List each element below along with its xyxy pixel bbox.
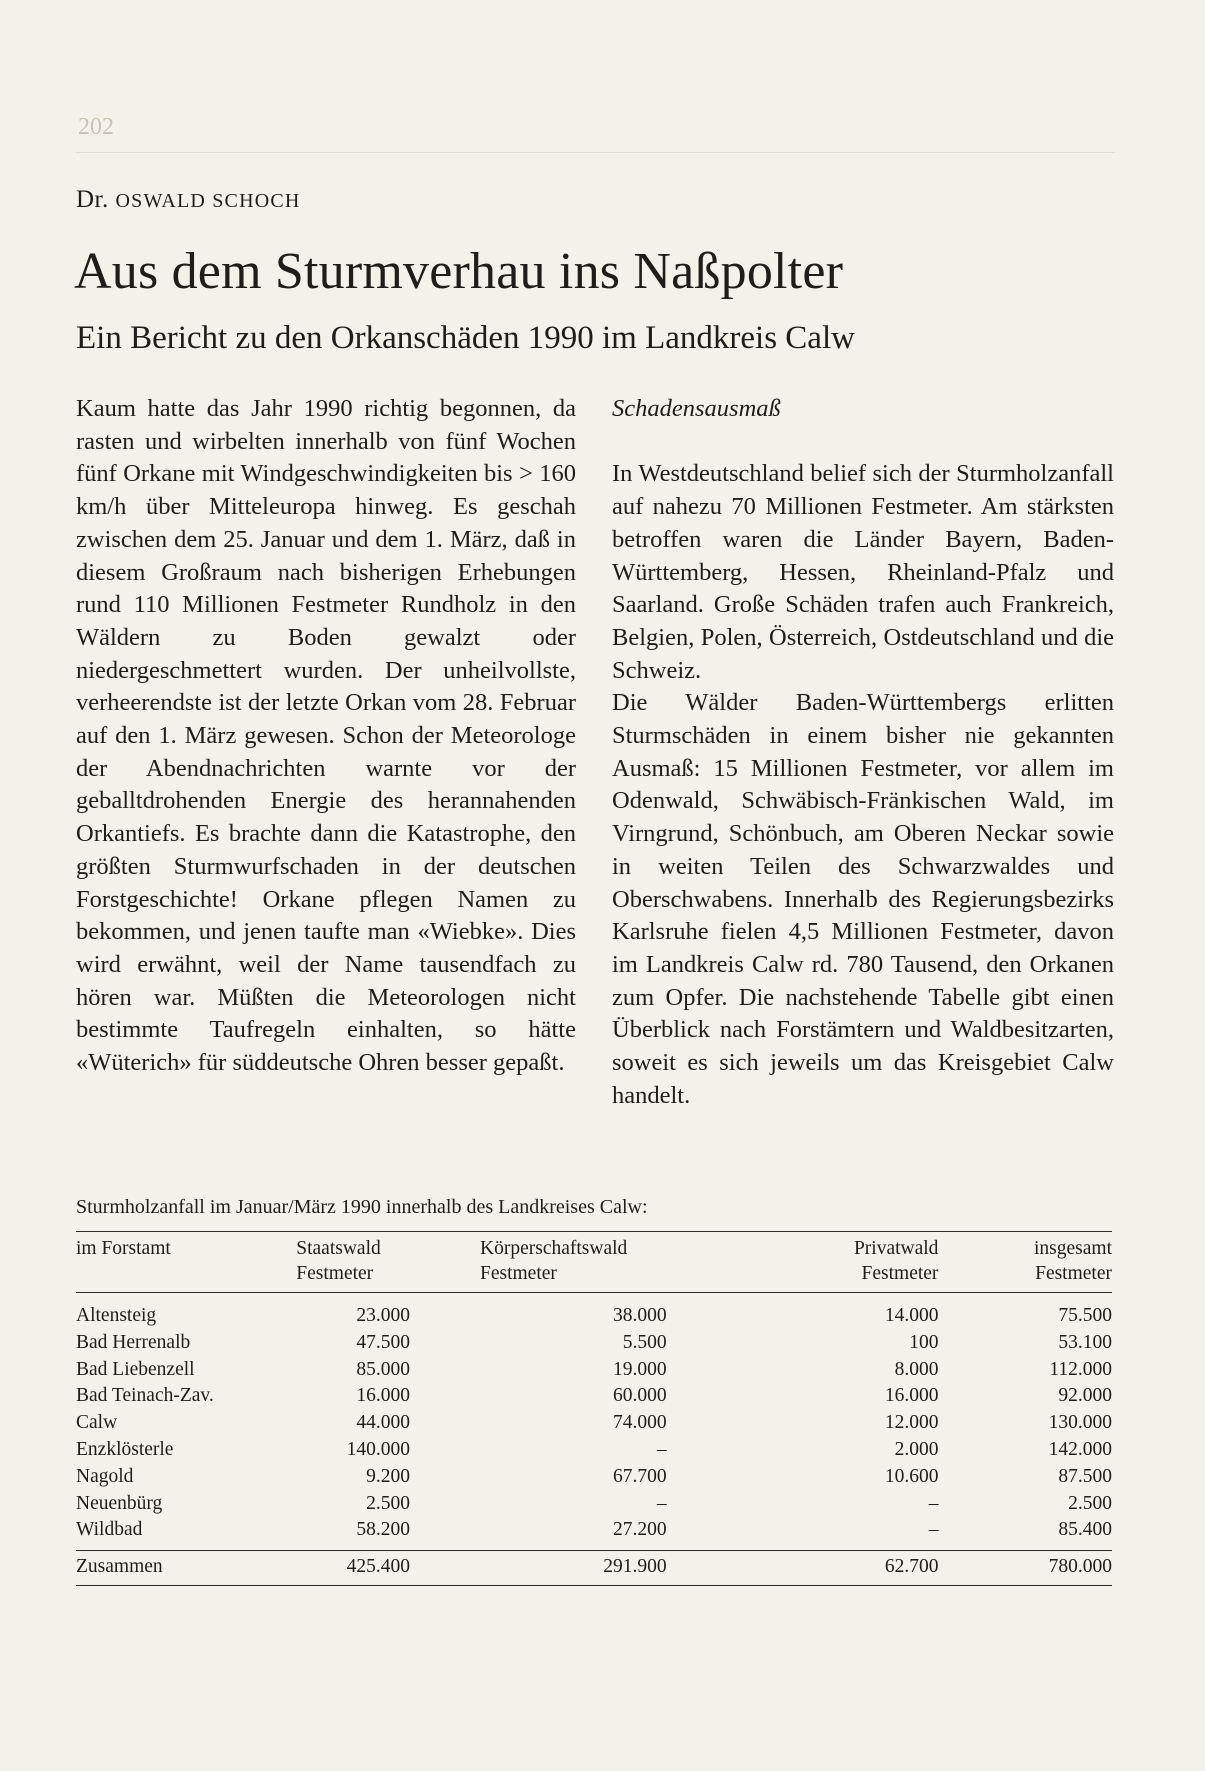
cell-staatswald: 2.500: [366, 1492, 410, 1514]
cell-koerperschaftswald: 60.000: [612, 1385, 667, 1407]
cell-forstamt: Altensteig: [76, 1305, 157, 1326]
storm-damage-table: [76, 1231, 1112, 1586]
table-row: [76, 1357, 1112, 1384]
cell-forstamt: Calw: [76, 1412, 118, 1434]
author-name: OSWALD SCHOCH: [115, 190, 301, 212]
cell-staatswald: 85.000: [356, 1358, 410, 1380]
header-privatwald: Privatwald Festmeter: [853, 1238, 939, 1284]
page-number: 202: [78, 114, 114, 140]
table-row: [76, 1437, 1112, 1464]
cell-koerperschaftswald: 27.200: [612, 1519, 667, 1541]
cell-privatwald: 100: [909, 1331, 939, 1353]
cell-koerperschaftswald: –: [656, 1438, 667, 1460]
cell-privatwald: 10.600: [884, 1465, 939, 1487]
cell-insgesamt: 142.000: [1048, 1438, 1112, 1460]
cell-staatswald: 140.000: [346, 1438, 410, 1460]
cell-staatswald: 9.200: [366, 1465, 410, 1487]
cell-insgesamt: 92.000: [1058, 1385, 1112, 1407]
cell-staatswald: 16.000: [356, 1385, 410, 1407]
total-insgesamt: 780.000: [1048, 1556, 1112, 1578]
author-prefix: Dr.: [76, 186, 116, 213]
total-privatwald: 62.700: [884, 1556, 939, 1578]
cell-privatwald: 16.000: [884, 1385, 939, 1407]
cell-koerperschaftswald: 74.000: [612, 1412, 667, 1434]
cell-koerperschaftswald: 38.000: [612, 1305, 667, 1326]
header-staatswald: Staatswald Festmeter: [296, 1238, 381, 1284]
cell-staatswald: 47.500: [356, 1331, 410, 1353]
section-heading: Schadensausmaß: [612, 395, 781, 422]
cell-insgesamt: 130.000: [1048, 1412, 1112, 1434]
table-caption: Sturmholzanfall im Januar/März 1990 innerhalb des Landkreises Calw:: [76, 1196, 648, 1218]
intro-paragraph: Kaum hatte das Jahr 1990 richtig begonnen, da rasten und wirbelten innerhalb von fünf Wochen fünf Orkane mit Windgeschwindigkeiten bis > 160 km/h über Mitteleuropa hinweg. Es geschah zwischen dem 25. Januar und dem 1. März, daß in diesem Großraum nach bisherigen Erhebungen rund 110 Millionen Festmeter Rundholz in den Wäldern zu Boden gewalzt oder niedergeschmettert wurden. Der unheilvollste, verheerendste ist der letzte Orkan vom 28. Februar auf den 1. März gewesen. Schon der Meteorologe der Abendnachrichten warnte vor der geballtdrohenden Energie des herannahenden Orkantiefs. Es brachte dann die Katastrophe, den größten Sturmwurfschaden in der deutschen Forstgeschichte! Orkane pflegen Namen zu bekommen, und jenen taufte man «Wiebke». Dies wird erwähnt, weil der Name tausendfach zu hören war. Müßten die Meteorologen nicht bestimmte Taufregeln einhalten, so hätte «Wüterich» für süddeutsche Ohren besser gepaßt.: [76, 395, 576, 1077]
cell-insgesamt: 87.500: [1058, 1465, 1112, 1487]
table-row: [76, 1464, 1112, 1491]
cell-koerperschaftswald: 5.500: [622, 1331, 667, 1353]
cell-forstamt: Bad Teinach-Zav.: [76, 1385, 214, 1407]
cell-koerperschaftswald: –: [656, 1492, 667, 1514]
cell-forstamt: Bad Herrenalb: [76, 1331, 191, 1353]
table-row: [76, 1410, 1112, 1437]
table-total-row: [76, 1551, 1112, 1586]
table-row: [76, 1491, 1112, 1518]
cell-forstamt: Enzklösterle: [76, 1438, 174, 1460]
header-forstamt: im Forstamt: [76, 1238, 171, 1259]
article-subtitle: Ein Bericht zu den Orkanschäden 1990 im Landkreis Calw: [76, 320, 855, 356]
cell-privatwald: 8.000: [894, 1358, 939, 1380]
author-line: [76, 186, 301, 214]
total-label: Zusammen: [76, 1556, 163, 1578]
cell-koerperschaftswald: 19.000: [612, 1358, 667, 1380]
right-column: [612, 393, 1114, 1112]
cell-forstamt: Neuenbürg: [76, 1492, 163, 1514]
article-title: Aus dem Sturmverhau ins Naßpolter: [74, 243, 844, 300]
damage-paragraph-1: In Westdeutschland belief sich der Sturmholzanfall auf nahezu 70 Millionen Festmeter. Am stärksten betroffen waren die Länder Bayern, Baden-Württemberg, Hessen, Rheinland-Pfalz und Saarland. Große Schäden trafen auch Frankreich, Belgien, Polen, Österreich, Ostdeutschland und die Schweiz.: [612, 460, 1114, 684]
cell-insgesamt: 75.500: [1058, 1305, 1112, 1326]
cell-staatswald: 44.000: [356, 1412, 410, 1434]
cell-insgesamt: 2.500: [1068, 1492, 1112, 1514]
cell-insgesamt: 112.000: [1049, 1358, 1112, 1380]
cell-privatwald: –: [928, 1519, 939, 1541]
left-column: [76, 393, 576, 1080]
header-insgesamt: insgesamt Festmeter: [1034, 1238, 1112, 1284]
damage-paragraph-2: Die Wälder Baden-Württembergs erlitten Sturmschäden in einem bisher nie gekannten Ausmaß: 15 Millionen Festmeter, vor allem im Odenwald, Schwäbisch-Fränkischen Wald, im Virngrund, Schönbuch, am Oberen Neckar sowie in weiten Teilen des Schwarzwaldes und Oberschwabens. Innerhalb des Regierungsbezirks Karlsruhe fielen 4,5 Millionen Festmeter, davon im Landkreis Calw rd. 780 Tausend, den Orkanen zum Opfer. Die nachstehende Tabelle gibt einen Überblick nach Forstämtern und Waldbesitzarten, soweit es sich jeweils um das Kreisgebiet Calw handelt.: [612, 689, 1114, 1109]
cell-staatswald: 58.200: [356, 1519, 410, 1541]
table-row: [76, 1383, 1112, 1410]
cell-koerperschaftswald: 67.700: [612, 1465, 667, 1487]
cell-insgesamt: 53.100: [1058, 1331, 1112, 1353]
cell-staatswald: 23.000: [356, 1305, 410, 1326]
table-row: [76, 1330, 1112, 1357]
cell-forstamt: Bad Liebenzell: [76, 1358, 195, 1380]
table-header-row: [76, 1232, 1112, 1293]
header-rule: [76, 152, 1115, 153]
header-koerperschaftswald: Körperschaftswald Festmeter: [480, 1238, 628, 1284]
total-koerperschaftswald: 291.900: [603, 1556, 667, 1578]
cell-privatwald: 14.000: [884, 1305, 939, 1326]
cell-forstamt: Nagold: [76, 1465, 134, 1487]
cell-forstamt: Wildbad: [76, 1519, 143, 1541]
cell-privatwald: –: [928, 1492, 939, 1514]
cell-privatwald: 12.000: [884, 1412, 939, 1434]
table-row: [76, 1517, 1112, 1550]
cell-insgesamt: 85.400: [1058, 1519, 1112, 1541]
total-staatswald: 425.400: [346, 1556, 410, 1578]
cell-privatwald: 2.000: [894, 1438, 939, 1460]
table-row: [76, 1293, 1112, 1330]
